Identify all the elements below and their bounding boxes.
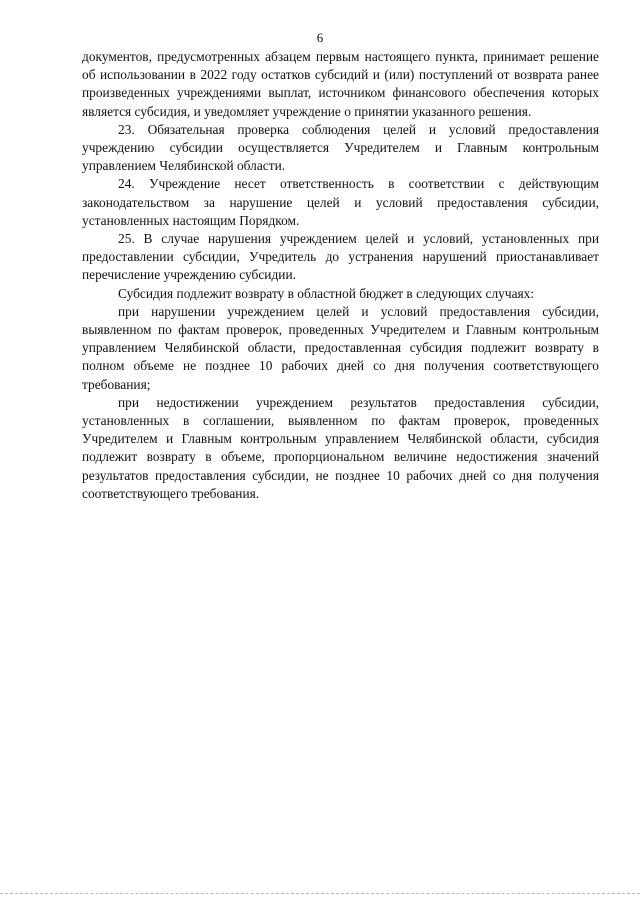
scan-edge-divider xyxy=(0,893,640,894)
paragraph-item-25: 25. В случае нарушения учреждением целей и условий, установленных при предоставлении субсидии, Учредитель до устранения нарушений приостанавливает перечисление учреждению субсидии. xyxy=(82,231,599,283)
paragraph-item-24: 24. Учреждение несет ответственность в соответствии с действующим законодательством за нарушение целей и условий предоставления субсидии, установленных настоящим Порядком. xyxy=(82,176,599,228)
document-body xyxy=(82,48,599,503)
paragraph-refund-case-results: при недостижении учреждением результатов предоставления субсидии, установленных в соглашении, выявленном по фактам проверок, проведенных Учредителем и Главным контрольным управлением Челябинской области, субсидия подлежит возврату в объеме, пропорциональном величине недостижения значений результатов предоставления субсидии, не позднее 10 рабочих дней со дня получения соответствующего требования. xyxy=(82,394,599,501)
paragraph-refund-cases: Субсидия подлежит возврату в областной бюджет в следующих случаях: xyxy=(118,285,535,301)
page-number: 6 xyxy=(316,30,324,45)
paragraph-refund-case-violation: при нарушении учреждением целей и условий предоставления субсидии, выявленном по фактам проверок, проведенных Учредителем и Главным контрольным управлением Челябинской области, предоставленная субсидия подлежит возврату в полном объеме не позднее 10 рабочих дней со дня получения соответствующего требования; xyxy=(82,303,599,392)
paragraph-item-23: 23. Обязательная проверка соблюдения целей и условий предоставления учреждению субсидии осуществляется Учредителем и Главным контрольным управлением Челябинской области. xyxy=(82,121,599,174)
paragraph-continuation: документов, предусмотренных абзацем первым настоящего пункта, принимает решение об использовании в 2022 году остатков субсидий и (или) поступлений от возврата ранее произведенных учреждениями выплат, источником финансового обеспечения которых является субсидия, и уведомляет учреждение о принятии указанного решения. xyxy=(82,49,599,119)
